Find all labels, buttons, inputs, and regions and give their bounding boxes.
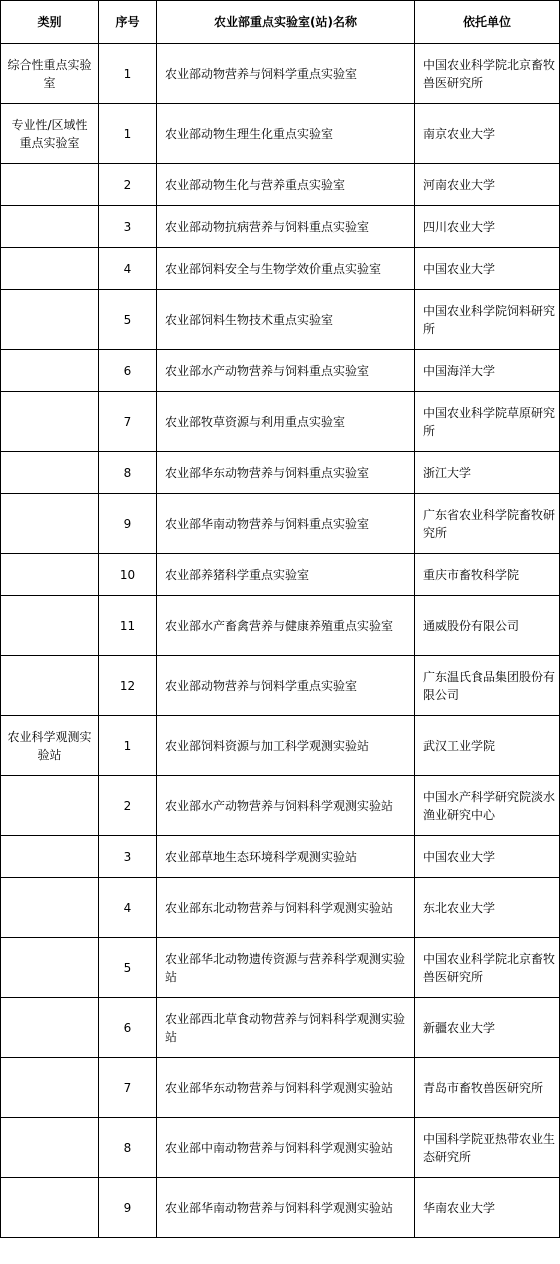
category-cell — [1, 452, 99, 494]
seq-cell: 11 — [99, 596, 157, 656]
category-cell — [1, 164, 99, 206]
org-cell: 通威股份有限公司 — [415, 596, 560, 656]
category-cell — [1, 998, 99, 1058]
lab-name-cell: 农业部华南动物营养与饲料科学观测实验站 — [157, 1178, 415, 1238]
seq-cell: 5 — [99, 938, 157, 998]
org-cell: 中国科学院亚热带农业生态研究所 — [415, 1118, 560, 1178]
table-row — [1, 104, 560, 164]
lab-name-cell: 农业部动物抗病营养与饲料重点实验室 — [157, 206, 415, 248]
seq-cell: 2 — [99, 776, 157, 836]
table-row — [1, 350, 560, 392]
seq-cell: 1 — [99, 104, 157, 164]
lab-name-cell: 农业部动物营养与饲料学重点实验室 — [157, 44, 415, 104]
org-cell: 中国水产科学研究院淡水渔业研究中心 — [415, 776, 560, 836]
lab-name-cell: 农业部水产动物营养与饲料科学观测实验站 — [157, 776, 415, 836]
table-row — [1, 1058, 560, 1118]
lab-name-cell: 农业部华南动物营养与饲料重点实验室 — [157, 494, 415, 554]
org-cell: 华南农业大学 — [415, 1178, 560, 1238]
category-cell — [1, 836, 99, 878]
lab-name-cell: 农业部养猪科学重点实验室 — [157, 554, 415, 596]
seq-cell: 5 — [99, 290, 157, 350]
category-cell — [1, 494, 99, 554]
org-cell: 中国农业大学 — [415, 836, 560, 878]
category-cell — [1, 776, 99, 836]
table-row — [1, 776, 560, 836]
org-cell: 中国农业科学院北京畜牧兽医研究所 — [415, 44, 560, 104]
category-cell — [1, 1058, 99, 1118]
org-cell: 四川农业大学 — [415, 206, 560, 248]
lab-name-cell: 农业部东北动物营养与饲料科学观测实验站 — [157, 878, 415, 938]
header-org: 依托单位 — [415, 1, 560, 44]
org-cell: 重庆市畜牧科学院 — [415, 554, 560, 596]
table-row — [1, 452, 560, 494]
seq-cell: 8 — [99, 1118, 157, 1178]
lab-name-cell: 农业部华东动物营养与饲料重点实验室 — [157, 452, 415, 494]
seq-cell: 9 — [99, 494, 157, 554]
org-cell: 广东温氏食品集团股份有限公司 — [415, 656, 560, 716]
seq-cell: 1 — [99, 44, 157, 104]
table-row — [1, 878, 560, 938]
seq-cell: 3 — [99, 206, 157, 248]
category-cell — [1, 656, 99, 716]
lab-name-cell: 农业部动物生化与营养重点实验室 — [157, 164, 415, 206]
header-category: 类别 — [1, 1, 99, 44]
lab-name-cell: 农业部动物生理生化重点实验室 — [157, 104, 415, 164]
seq-cell: 6 — [99, 350, 157, 392]
table-row — [1, 1118, 560, 1178]
category-cell — [1, 596, 99, 656]
category-cell — [1, 878, 99, 938]
org-cell: 广东省农业科学院畜牧研究所 — [415, 494, 560, 554]
category-cell — [1, 1178, 99, 1238]
table-row — [1, 656, 560, 716]
category-cell — [1, 248, 99, 290]
header-seq: 序号 — [99, 1, 157, 44]
lab-name-cell: 农业部水产畜禽营养与健康养殖重点实验室 — [157, 596, 415, 656]
category-cell — [1, 554, 99, 596]
seq-cell: 1 — [99, 716, 157, 776]
seq-cell: 3 — [99, 836, 157, 878]
seq-cell: 2 — [99, 164, 157, 206]
lab-name-cell: 农业部饲料资源与加工科学观测实验站 — [157, 716, 415, 776]
table-row — [1, 836, 560, 878]
table-row — [1, 1178, 560, 1238]
org-cell: 新疆农业大学 — [415, 998, 560, 1058]
lab-name-cell: 农业部饲料生物技术重点实验室 — [157, 290, 415, 350]
header-row — [1, 1, 560, 44]
lab-name-cell: 农业部动物营养与饲料学重点实验室 — [157, 656, 415, 716]
table-row — [1, 938, 560, 998]
org-cell: 南京农业大学 — [415, 104, 560, 164]
seq-cell: 9 — [99, 1178, 157, 1238]
lab-name-cell: 农业部中南动物营养与饲料科学观测实验站 — [157, 1118, 415, 1178]
lab-name-cell: 农业部水产动物营养与饲料重点实验室 — [157, 350, 415, 392]
lab-name-cell: 农业部西北草食动物营养与饲料科学观测实验站 — [157, 998, 415, 1058]
lab-name-cell: 农业部草地生态环境科学观测实验站 — [157, 836, 415, 878]
seq-cell: 10 — [99, 554, 157, 596]
table-row — [1, 596, 560, 656]
category-cell: 农业科学观测实验站 — [1, 716, 99, 776]
seq-cell: 6 — [99, 998, 157, 1058]
table-row — [1, 206, 560, 248]
lab-name-cell: 农业部牧草资源与利用重点实验室 — [157, 392, 415, 452]
table-row — [1, 554, 560, 596]
lab-name-cell: 农业部饲料安全与生物学效价重点实验室 — [157, 248, 415, 290]
table-row — [1, 716, 560, 776]
category-cell — [1, 350, 99, 392]
org-cell: 青岛市畜牧兽医研究所 — [415, 1058, 560, 1118]
org-cell: 中国农业科学院北京畜牧兽医研究所 — [415, 938, 560, 998]
table-row — [1, 392, 560, 452]
org-cell: 武汉工业学院 — [415, 716, 560, 776]
category-cell — [1, 938, 99, 998]
seq-cell: 4 — [99, 878, 157, 938]
org-cell: 河南农业大学 — [415, 164, 560, 206]
table-row — [1, 44, 560, 104]
org-cell: 中国农业科学院饲料研究所 — [415, 290, 560, 350]
table-row — [1, 290, 560, 350]
org-cell: 中国海洋大学 — [415, 350, 560, 392]
table-row — [1, 998, 560, 1058]
category-cell — [1, 206, 99, 248]
category-cell — [1, 1118, 99, 1178]
table-row — [1, 494, 560, 554]
seq-cell: 7 — [99, 1058, 157, 1118]
category-cell — [1, 290, 99, 350]
org-cell: 中国农业大学 — [415, 248, 560, 290]
lab-name-cell: 农业部华东动物营养与饲料科学观测实验站 — [157, 1058, 415, 1118]
org-cell: 浙江大学 — [415, 452, 560, 494]
header-name: 农业部重点实验室(站)名称 — [157, 1, 415, 44]
category-cell: 专业性/区域性重点实验室 — [1, 104, 99, 164]
seq-cell: 12 — [99, 656, 157, 716]
table-row — [1, 164, 560, 206]
seq-cell: 8 — [99, 452, 157, 494]
org-cell: 中国农业科学院草原研究所 — [415, 392, 560, 452]
category-cell: 综合性重点实验室 — [1, 44, 99, 104]
category-cell — [1, 392, 99, 452]
lab-name-cell: 农业部华北动物遗传资源与营养科学观测实验站 — [157, 938, 415, 998]
seq-cell: 7 — [99, 392, 157, 452]
seq-cell: 4 — [99, 248, 157, 290]
table-row — [1, 248, 560, 290]
org-cell: 东北农业大学 — [415, 878, 560, 938]
